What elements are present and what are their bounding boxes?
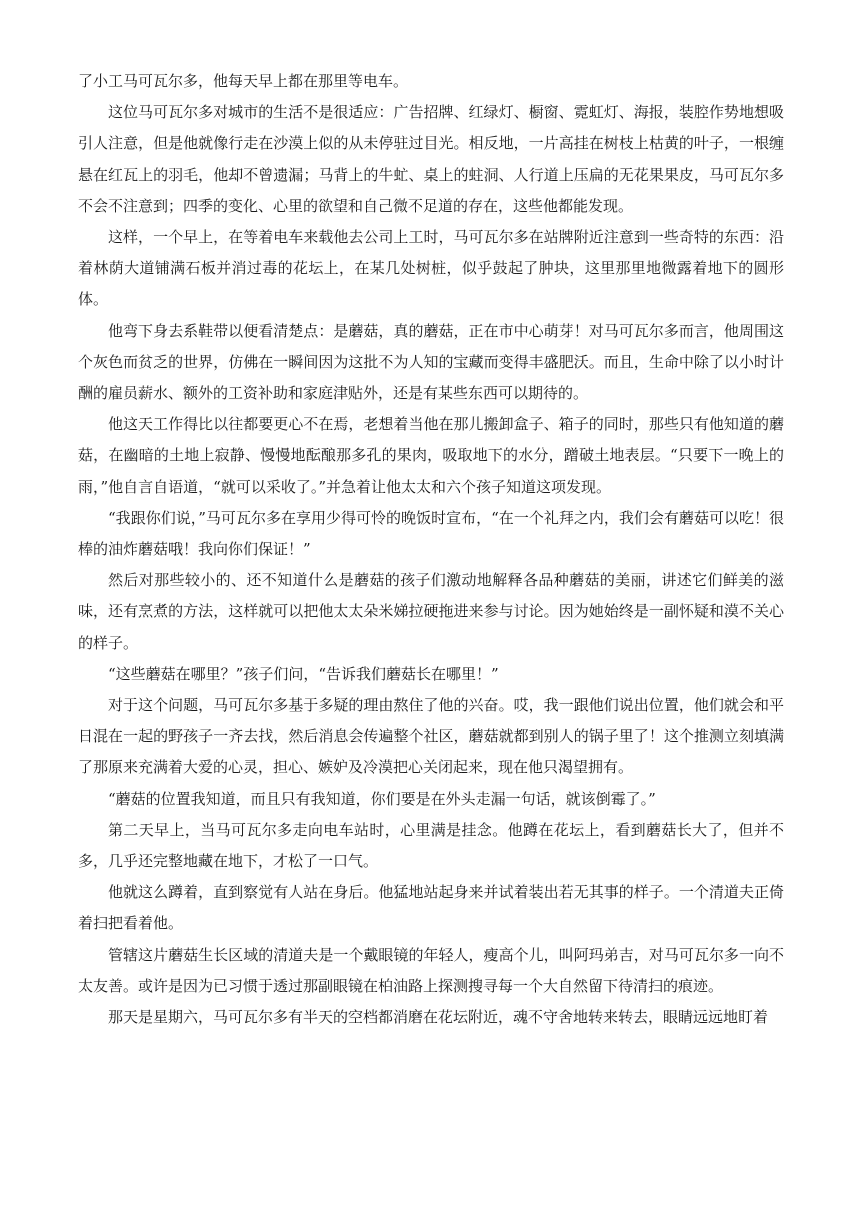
paragraph: 对于这个问题，马可瓦尔多基于多疑的理由熬住了他的兴奋。哎，我一跟他们说出位置，他们就会和平日混在一起的野孩子一齐去找，然后消息会传遍整个社区，蘑菇就都到别人的锅子里了！这个推测立刻填满了那原来充满着大爱的心灵，担心、嫉妒及冷漠把心关闭起来，现在他只渴望拥有。	[78, 696, 784, 777]
paragraph: 他弯下身去系鞋带以便看清楚点：是蘑菇，真的蘑菇，正在市中心萌芽！对马可瓦尔多而言，他周围这个灰色而贫乏的世界，仿佛在一瞬间因为这批不为人知的宝藏而变得丰盛肥沃。而且，生命中除了以小时计酬的雇员薪水、额外的工资补助和家庭津贴外，还是有某些东西可以期待的。	[78, 321, 784, 403]
paragraph: “蘑菇的位置我知道，而且只有我知道，你们要是在外头走漏一句话，就该倒霉了。”	[108, 789, 656, 808]
paragraph: 然后对那些较小的、还不知道什么是蘑菇的孩子们激动地解释各品种蘑菇的美丽，讲述它们鲜美的滋味，还有烹煮的方法，这样就可以把他太太朵米娣拉硬拖进来参与讨论。因为她始终是一副怀疑和漠不关心的样子。	[78, 571, 784, 652]
paragraph: 他就这么蹲着，直到察觉有人站在身后。他猛地站起身来并试着装出若无其事的样子。一个清道夫正倚着扫把看着他。	[78, 883, 784, 933]
paragraph: 他这天工作得比以往都要更心不在焉，老想着当他在那儿搬卸盒子、箱子的同时，那些只有他知道的蘑菇，在幽暗的土地上寂静、慢慢地酝酿那多孔的果肉，吸取地下的水分，蹭破土地表层。“只要下一晚上的雨，”他自言自语道，“就可以采收了。”并急着让他太太和六个孩子知道这项发现。	[78, 415, 784, 496]
paragraph: 那天是星期六，马可瓦尔多有半天的空档都消磨在花坛附近，魂不守舍地转来转去，眼睛远远地盯着	[108, 1008, 769, 1027]
paragraph: 了小工马可瓦尔多，他每天早上都在那里等电车。	[78, 72, 409, 90]
paragraph: 管辖这片蘑菇生长区域的清道夫是一个戴眼镜的年轻人，瘦高个儿，叫阿玛弟吉，对马可瓦尔多一向不太友善。或许是因为已习惯于透过那副眼镜在柏油路上探测搜寻每一个大自然留下待清扫的痕迹。	[78, 945, 784, 995]
paragraph: “这些蘑菇在哪里？”孩子们问，“告诉我们蘑菇长在哪里！”	[108, 664, 499, 683]
paragraph: “我跟你们说，”马可瓦尔多在享用少得可怜的晚饭时宣布，“在一个礼拜之内，我们会有蘑菇可以吃！很棒的油炸蘑菇哦！我向你们保证！”	[78, 508, 784, 559]
paragraph: 这位马可瓦尔多对城市的生活不是很适应：广告招牌、红绿灯、橱窗、霓虹灯、海报，装腔作势地想吸引人注意，但是他就像行走在沙漠上似的从未停驻过目光。相反地，一片高挂在树枝上枯黄的叶子，一根缠悬在红瓦上的羽毛，他却不曾遗漏；马背上的牛虻、桌上的蛀洞、人行道上压扁的无花果果皮，马可瓦尔多不会不注意到；四季的变化、心里的欲望和自己微不足道的存在，这些他都能发现。	[78, 103, 784, 215]
paragraph: 这样，一个早上，在等着电车来载他去公司上工时，马可瓦尔多在站牌附近注意到一些奇特的东西：沿着林荫大道铺满石板并消过毒的花坛上，在某几处树桩，似乎鼓起了肿块，这里那里地微露着地下的圆形体。	[78, 228, 784, 309]
paragraph: 第二天早上，当马可瓦尔多走向电车站时，心里满是挂念。他蹲在花坛上，看到蘑菇长大了，但并不多，几乎还完整地藏在地下，才松了一口气。	[78, 820, 784, 871]
document-page	[78, 66, 784, 1033]
